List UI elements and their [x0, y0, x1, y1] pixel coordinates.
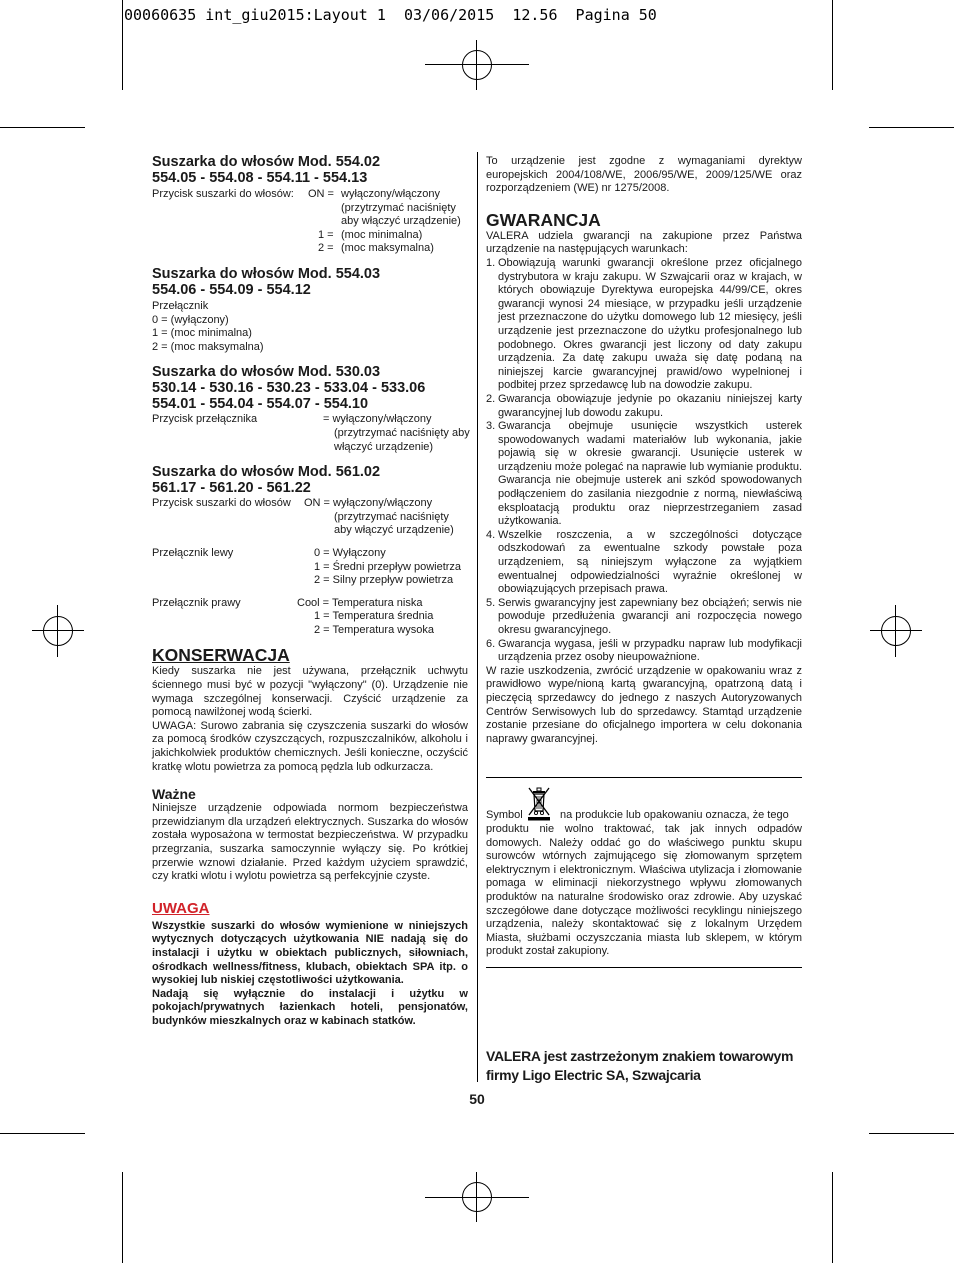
paragraph: Wszystkie suszarki do włosów wymienione w niniejszych wytycznych dotyczących użytkowania NIE nadają się do instalacji i użytku w obiektach publicznych, siłowniach, ośrodkach wellness/fitness, klubach, obiektach SPA itp. o wysokiej lub niskiej częstotliwości użytkowania.	[152, 919, 468, 987]
spec-line: 1 = (moc minimalna)	[152, 327, 252, 340]
section-konserwacja	[152, 645, 468, 774]
spec-row: aby włączyć urządzenie)	[341, 215, 461, 228]
page-number: 50	[469, 1091, 485, 1107]
spec-row: (przytrzymać naciśnięty	[334, 510, 449, 523]
section-561-02	[152, 464, 468, 637]
spec-row: Przełącznik prawy Cool = Temperatura niska	[152, 596, 423, 609]
crop-mark	[832, 0, 833, 90]
item-number: 1.	[486, 256, 496, 269]
crop-mark	[0, 1133, 85, 1134]
recycling-text: na produkcie lub opakowaniu oznacza, że tego	[560, 809, 789, 822]
paragraph: Kiedy suszarka nie jest używana, przełącznik uchwytu ściennego musi być w pozycji "wyłączony" (0). Urządzenie nie wymaga szczególnej konserwacji. Czyścić urządzenie za pomocą nawilżonej wodą ścierki.	[152, 665, 468, 719]
model-title: 561.17 - 561.20 - 561.22	[152, 480, 311, 497]
divider	[486, 967, 802, 968]
spec-line: Przełącznik	[152, 299, 209, 312]
spec-row: 1 = Średni przepływ powietrza	[314, 560, 462, 573]
model-title: Suszarka do włosów Mod. 530.03	[152, 364, 381, 381]
spec-line: 2 = (moc maksymalna)	[152, 340, 264, 353]
paragraph: UWAGA: Surowo zabrania się czyszczenia suszarki do włosów za pomocą środków czyszczących, rozpuszczalników, alkoholu i jakichkolwiek produktów chemicznych. Jeśli konieczne, oczyścić kratkę wlotu powietrza za pomocą pędzla lub odkurzacza.	[152, 719, 468, 773]
item-number: 5.	[486, 596, 496, 609]
spec-row: (przytrzymać naciśnięty aby	[334, 426, 470, 439]
recycling-symbol-word: Symbol	[486, 809, 523, 822]
spec-row: Przycisk suszarki do włosów: ON = wyłączony/włączony	[152, 188, 441, 200]
column-divider	[477, 152, 478, 1082]
paragraph: W razie uszkodzenia, zwrócić urządzenie w opakowaniu wraz z prawidłowo wype/nioną kartą gwarancyjną, opatrzoną datą i pieczęcią sprzedawcy do jednego z naszych Autoryzowanych Centrów Serwisowych lub do sprzedawcy. Stamtąd urządzenie zostanie przesiane do oficjalnego importera w celu dokonania naprawy gwarancyjnej.	[486, 664, 802, 745]
spec-row: 2 = Silny przepływ powietrza	[314, 574, 454, 587]
item-text: Serwis gwarancyjny jest zapewniany bez obciążeń; serwis nie powoduje przedłużenia gwarancji ani rozpoczęcia nowego okresu gwarancyjnego.	[498, 596, 802, 636]
section-wazne	[152, 786, 468, 884]
warranty-condition-item	[486, 393, 802, 420]
conformity-statement: To urządzenie jest zgodne z wymaganiami dyrektyw europejskich 2004/108/WE, 2006/95/WE, 2009/125/WE oraz rozporządzeniem (WE) nr 1275/2008.	[486, 155, 802, 195]
model-title: Suszarka do włosów Mod. 554.02	[152, 154, 381, 170]
paragraph: VALERA udziela gwarancji na zakupione przez Państwa urządzenie na następujących warunkach:	[486, 229, 802, 256]
section-heading: Ważne	[152, 786, 196, 803]
item-text: Gwarancja obowiązuje jedynie po okazaniu niniejszej karty gwarancyjnej lub dowodu zakupu.	[498, 392, 802, 419]
section-heading: GWARANCJA	[486, 209, 601, 230]
warranty-condition-item	[486, 529, 802, 597]
crop-mark	[832, 1172, 833, 1263]
item-text: Wszelkie roszczenia, a w szczególności dotyczące odszkodowań za ewentualne szkody powstałe poza urządzeniem, są niniejszym wyłączone za wyjątkiem ewentualnej odpowiedzialności wyraźnie określonej w obowiązujących przepisach prawa.	[498, 528, 802, 596]
model-title: 530.14 - 530.16 - 530.23 - 533.04 - 533.06	[152, 380, 426, 397]
spec-row: włączyć urządzenie)	[334, 440, 434, 453]
spec-row: 2 = (moc maksymalna)	[318, 242, 434, 255]
model-title: 554.01 - 554.04 - 554.07 - 554.10	[152, 396, 369, 413]
model-title: 554.05 - 554.08 - 554.11 - 554.13	[152, 170, 368, 186]
section-heading: UWAGA	[152, 899, 210, 917]
warranty-condition-item	[486, 420, 802, 529]
paragraph: Nadają się wyłącznie do instalacji i użytku w pokojach/prywatnych łazienkach hoteli, pensjonatów, budynków mieszkalnych oraz w kabinach statków.	[152, 987, 468, 1027]
section-554-03	[152, 266, 468, 354]
paragraph: produktu nie wolno traktować, tak jak innych odpadów domowych. Należy oddać go do właściwego punktu skupu surowców wtórnych zajmującego się złomowanym sprzętem elektrycznym i elektronicznym. Właściwa utylizacja i złomowanie pomaga w eliminacji niekorzystnego wpływu złomowanych produktów na naturalne środowisko oraz zdrowie. Aby uzyskać szczegółowe dane dotyczące możliwości recyklingu niniejszego urządzenia, należy skontaktować się z lokalnym Urzędem Miasta, służbami oczyszczania miasta lub sklepem, w którym produkt został zakupiony.	[486, 823, 802, 958]
item-text: Obowiązują warunki gwarancji określone przez oficjalnego dystrybutora w kraju zakupu. W Szwajcarii oraz w krajach, w których obowiązuje Dyrektywa europejska 44/99/CE, okres gwarancji wynosi 24 miesiące, w przypadku jeśli urządzenie jest przeznaczone do użytku domowego lub 12 miesięcy, jeśli urządzenie jest przeznaczone do użytku profesjonalnego lub podobnego. Okres gwarancji jest liczony od daty zakupu urządzenia. Za datę zakupu uważa się datę podaną na niniejszej karcie gwarancyjnej prawid/owo wypelnionej i podbitej przez sprzedawcę lub na dowodzie zakupu.	[498, 256, 802, 392]
warranty-condition-item	[486, 638, 802, 665]
warranty-condition-item	[486, 597, 802, 638]
model-title: Suszarka do włosów Mod. 554.03	[152, 265, 381, 282]
item-text: Gwarancja wygasa, jeśli w przypadku napraw lub modyfikacji urządzenia przez osoby nieupoważnione.	[498, 637, 802, 664]
item-number: 4.	[486, 528, 496, 541]
crop-mark	[122, 1172, 123, 1263]
item-text: Gwarancja obejmuje usunięcie wszystkich usterek spowodowanych wadami materiałów lub wykonania, jakie pojawią się w okresie gwarancji. Usunięcie usterek w urządzeniu może polegać na naprawie lub wymianie produktu. Gwarancja nie obejmuje usterek ani szkód spowodowanych podłączeniem do zasilania niezgodnie z normą, niewłaściwą eksploatacją produktu oraz nieprzestrzeganiem zasad użytkowania.	[498, 420, 802, 528]
section-gwarancja	[486, 210, 802, 747]
spec-row: Przycisk suszarki do włosów ON = wyłączony/włączony	[152, 497, 433, 510]
spec-row: Przełącznik lewy 0 = Wyłączony	[152, 546, 386, 559]
section-uwaga	[152, 900, 468, 1029]
left-column	[152, 154, 468, 1029]
divider	[486, 777, 802, 778]
spec-row: 2 = Temperatura wysoka	[314, 623, 434, 636]
warranty-conditions-list	[486, 257, 802, 665]
section-heading: KONSERWACJA	[152, 645, 290, 666]
item-number: 2.	[486, 392, 496, 405]
right-column	[486, 155, 802, 746]
warranty-condition-item	[486, 257, 802, 393]
spec-row: aby włączyć urządzenie)	[334, 524, 454, 537]
section-554-02	[152, 154, 468, 256]
spec-row: 1 = (moc minimalna)	[318, 228, 423, 241]
spec-row: 1 = Temperatura średnia	[314, 610, 434, 623]
crop-mark	[869, 127, 954, 128]
item-number: 6.	[486, 637, 496, 650]
crop-mark	[0, 127, 85, 128]
print-slug: 00060635 int_giu2015:Layout 1 03/06/2015 12.56 Pagina 50	[124, 6, 657, 24]
crop-mark	[869, 1133, 954, 1134]
weee-bin-icon	[526, 785, 552, 821]
spec-row: (przytrzymać naciśnięty	[341, 201, 456, 214]
model-title: 554.06 - 554.09 - 554.12	[152, 281, 311, 298]
section-recycling	[486, 783, 802, 959]
trademark-note: VALERA jest zastrzeżonym znakiem towarowym firmy Ligo Electric SA, Szwajcaria	[486, 1048, 794, 1083]
recycling-first-line	[486, 783, 802, 823]
model-title: Suszarka do włosów Mod. 561.02	[152, 464, 381, 481]
spec-row: Przycisk przełącznika = wyłączony/włączony	[152, 413, 432, 426]
item-number: 3.	[486, 420, 496, 433]
paragraph: Niniejsze urządzenie odpowiada normom bezpieczeństwa przewidzianym dla urządzeń elektrycznych. Suszarka do włosów została wyposażona w termostat bezpieczeństwa. W przypadku przegrzania, suszarka samoczynnie wyłączy się. Po krótkiej przerwie wznowi działanie. Przed każdym użyciem sprawdzić, czy kratki wlotu i wylotu powietrza są perfekcyjnie czyste.	[152, 802, 468, 883]
section-530-03	[152, 364, 468, 454]
spec-line: 0 = (wyłączony)	[152, 313, 229, 326]
crop-mark	[122, 0, 123, 90]
